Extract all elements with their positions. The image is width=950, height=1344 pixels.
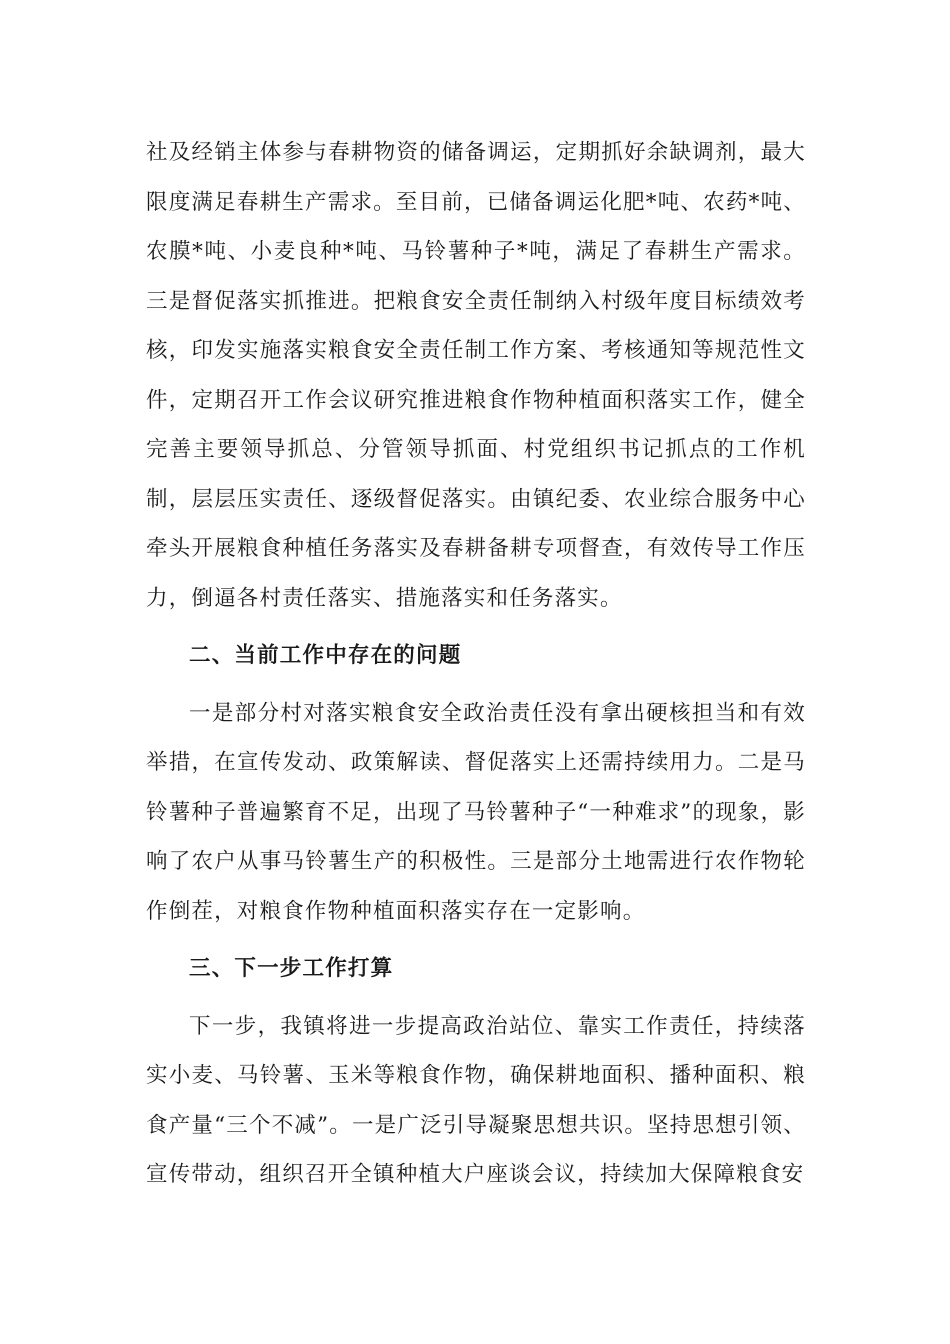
section-heading-problems: 二、当前工作中存在的问题 xyxy=(189,643,462,668)
paragraph-next-steps: 下一步，我镇将进一步提高政治站位、靠实工作责任，持续落实小麦、马铃薯、玉米等粮食作物，确保耕地面积、播种面积、粮食产量“三个不减”。一是广泛引导凝聚思想共识。坚持思想引领、宣传带动，组织召开全镇种植大户座谈会议，持续加大保障粮食安 xyxy=(146,1013,806,1187)
paragraph-continued: 社及经销主体参与春耕物资的储备调运，定期抓好余缺调剂，最大限度满足春耕生产需求。至目前，已储备调运化肥*吨、农药*吨、农膜*吨、小麦良种*吨、马铃薯种子*吨，满足了春耕生产需求。三是督促落实抓推进。把粮食安全责任制纳入村级年度目标绩效考核，印发实施落实粮食安全责任制工作方案、考核通知等规范性文件，定期召开工作会议研究推进粮食作物种植面积落实工作，健全完善主要领导抓总、分管领导抓面、村党组织书记抓点的工作机制，层层压实责任、逐级督促落实。由镇纪委、农业综合服务中心牵头开展粮食种植任务落实及春耕备耕专项督查，有效传导工作压力，倒逼各村责任落实、措施落实和任务落实。 xyxy=(146,140,806,611)
document-body xyxy=(146,128,806,1200)
section-heading-next-steps: 三、下一步工作打算 xyxy=(189,956,394,981)
paragraph-problems: 一是部分村对落实粮食安全政治责任没有拿出硬核担当和有效举措，在宣传发动、政策解读、督促落实上还需持续用力。二是马铃薯种子普遍繁育不足，出现了马铃薯种子“一种难求”的现象，影响了农户从事马铃薯生产的积极性。三是部分土地需进行农作物轮作倒茬，对粮食作物种植面积落实存在一定影响。 xyxy=(146,700,806,924)
